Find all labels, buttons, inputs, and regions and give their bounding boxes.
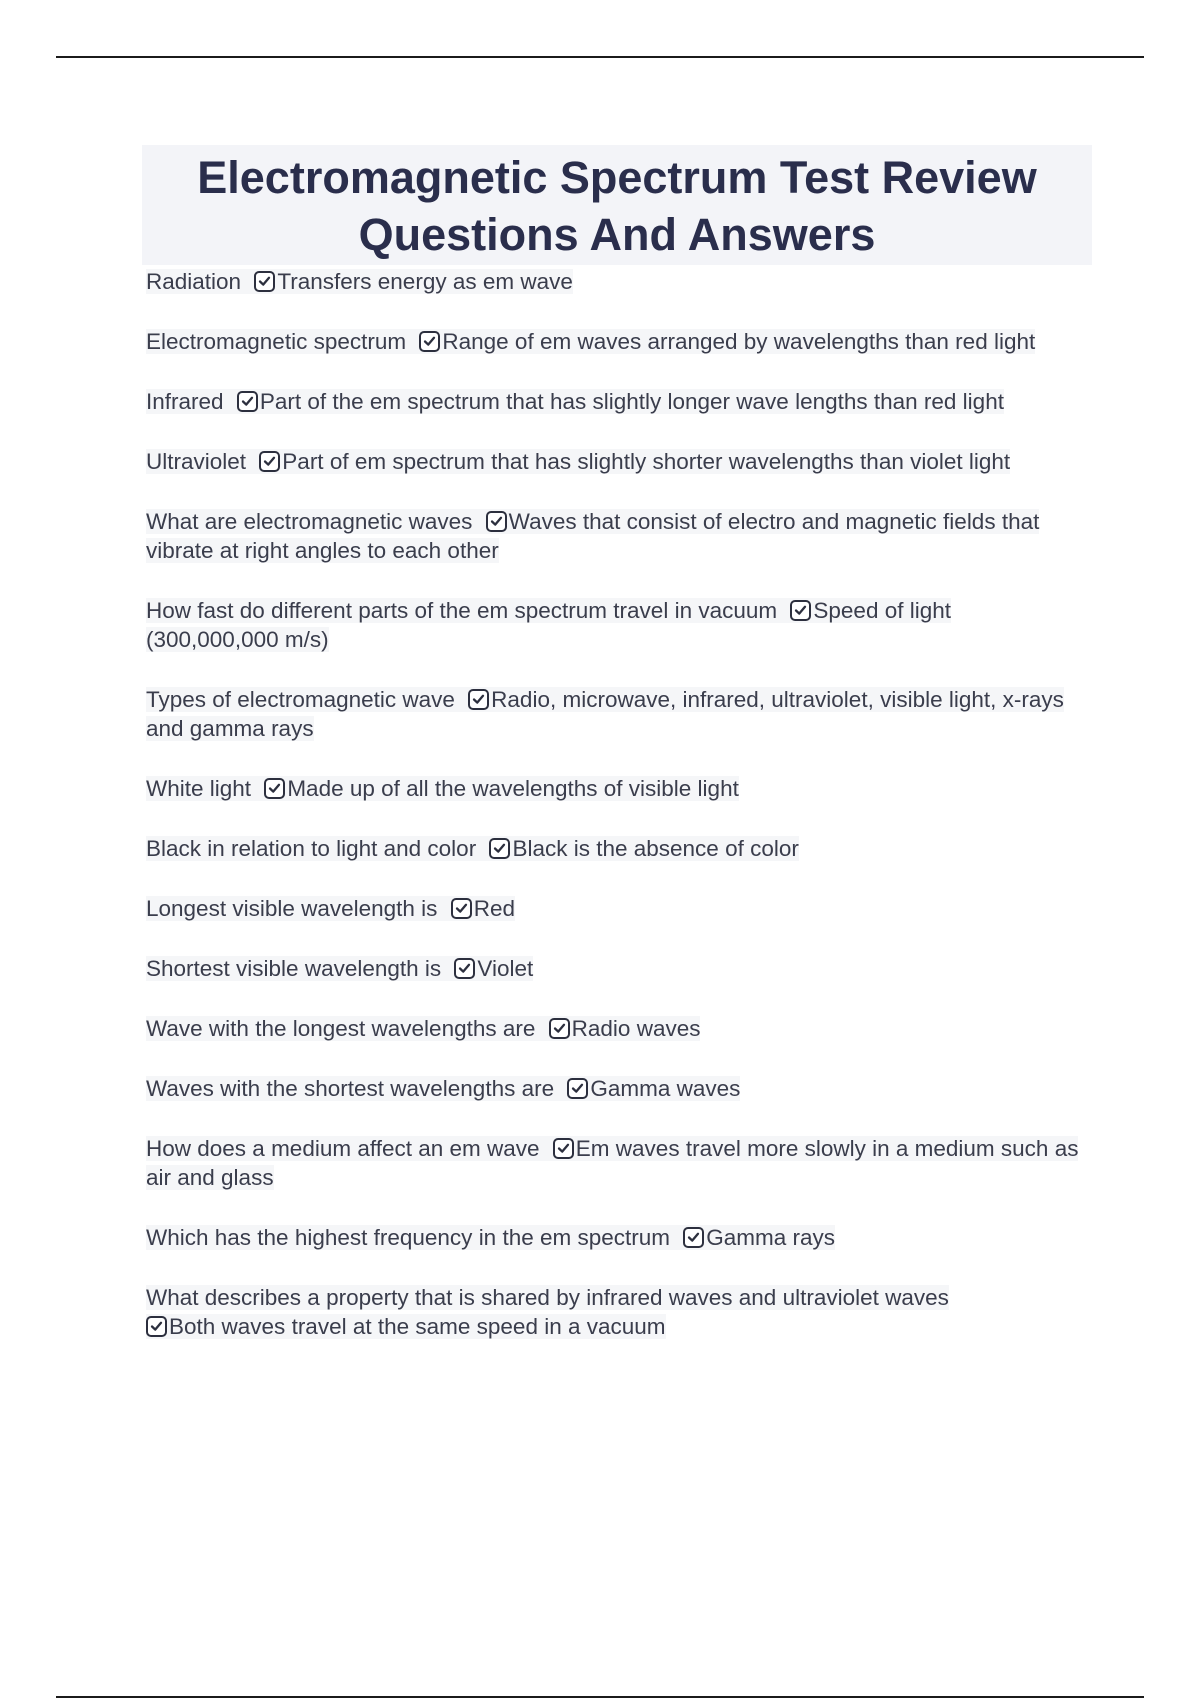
qa-text	[146, 269, 573, 294]
checkbox-checked-icon	[259, 451, 280, 472]
qa-item	[142, 387, 1092, 416]
document-body	[142, 145, 1092, 1372]
qa-item	[142, 834, 1092, 863]
checkbox-checked-icon	[468, 689, 489, 710]
question-text: Ultraviolet	[146, 449, 247, 474]
question-text: Black in relation to light and color	[146, 836, 477, 861]
qa-item	[142, 447, 1092, 476]
answer-text: Gamma rays	[706, 1225, 836, 1250]
answer-text: Range of em waves arranged by wavelengths than red light	[442, 329, 1036, 354]
qa-text	[146, 1136, 1078, 1190]
qa-item	[142, 267, 1092, 296]
qa-text	[146, 776, 739, 801]
qa-item	[142, 774, 1092, 803]
answer-text: Em waves travel more slowly in a medium such as air and glass	[146, 1136, 1079, 1190]
answer-text: Gamma waves	[590, 1076, 741, 1101]
qa-item	[142, 1014, 1092, 1043]
qa-list	[142, 267, 1092, 1341]
qa-text	[146, 598, 951, 652]
answer-text: Black is the absence of color	[512, 836, 799, 861]
header-rule	[56, 56, 1144, 58]
qa-item	[142, 596, 1092, 654]
answer-text: Both waves travel at the same speed in a vacuum	[169, 1314, 666, 1339]
answer-text: Transfers energy as em wave	[277, 269, 573, 294]
answer-text: Made up of all the wavelengths of visible light	[287, 776, 739, 801]
answer-text: Part of the em spectrum that has slightly longer wave lengths than red light	[259, 389, 1004, 414]
checkbox-checked-icon	[489, 838, 510, 859]
checkbox-checked-icon	[264, 778, 285, 799]
qa-item	[142, 507, 1092, 565]
qa-item	[142, 1223, 1092, 1252]
qa-text	[146, 956, 533, 981]
answer-text: Red	[473, 896, 515, 921]
checkbox-checked-icon	[237, 391, 258, 412]
question-text: Electromagnetic spectrum	[146, 329, 407, 354]
qa-text	[146, 896, 515, 921]
question-text: Types of electromagnetic wave	[146, 687, 455, 712]
qa-item	[142, 1074, 1092, 1103]
qa-item	[142, 685, 1092, 743]
question-text: What describes a property that is shared by infrared waves and ultraviolet waves	[146, 1285, 949, 1310]
question-text: How fast do different parts of the em spectrum travel in vacuum	[146, 598, 778, 623]
qa-text	[146, 836, 799, 861]
answer-text: Radio waves	[571, 1016, 701, 1041]
qa-item	[142, 327, 1092, 356]
checkbox-checked-icon	[486, 511, 507, 532]
qa-item	[142, 1283, 1092, 1341]
qa-text	[146, 449, 1010, 474]
checkbox-checked-icon	[254, 271, 275, 292]
answer-text: Waves that consist of electro and magnetic fields that vibrate at right angles to each other	[146, 509, 1040, 563]
qa-text	[146, 1016, 700, 1041]
checkbox-checked-icon	[146, 1316, 167, 1337]
checkbox-checked-icon	[419, 331, 440, 352]
checkbox-checked-icon	[683, 1227, 704, 1248]
qa-text	[146, 329, 1035, 354]
checkbox-checked-icon	[549, 1018, 570, 1039]
qa-item	[142, 894, 1092, 923]
checkbox-checked-icon	[451, 898, 472, 919]
checkbox-checked-icon	[553, 1138, 574, 1159]
answer-text: Radio, microwave, infrared, ultraviolet, visible light, x-rays and gamma rays	[146, 687, 1064, 741]
qa-text	[146, 1285, 949, 1339]
qa-item	[142, 954, 1092, 983]
checkbox-checked-icon	[567, 1078, 588, 1099]
answer-text: Speed of light (300,000,000 m/s)	[146, 598, 951, 652]
question-text: Shortest visible wavelength is	[146, 956, 442, 981]
answer-text: Part of em spectrum that has slightly shorter wavelengths than violet light	[282, 449, 1011, 474]
qa-text	[146, 1076, 740, 1101]
question-text: White light	[146, 776, 252, 801]
checkbox-checked-icon	[454, 958, 475, 979]
qa-text	[146, 1225, 835, 1250]
qa-item	[142, 1134, 1092, 1192]
question-text: Infrared	[146, 389, 224, 414]
title-block	[142, 145, 1092, 265]
answer-text: Violet	[477, 956, 534, 981]
question-text: Wave with the longest wavelengths are	[146, 1016, 536, 1041]
question-text: What are electromagnetic waves	[146, 509, 473, 534]
question-text: Which has the highest frequency in the em spectrum	[146, 1225, 671, 1250]
qa-text	[146, 389, 1004, 414]
document-title: Electromagnetic Spectrum Test Review Questions And Answers	[197, 152, 1037, 260]
question-text: Waves with the shortest wavelengths are	[146, 1076, 555, 1101]
question-text: Longest visible wavelength is	[146, 896, 438, 921]
qa-text	[146, 687, 1064, 741]
question-text: Radiation	[146, 269, 242, 294]
qa-text	[146, 509, 1039, 563]
footer-rule	[56, 1696, 1144, 1698]
question-text: How does a medium affect an em wave	[146, 1136, 540, 1161]
checkbox-checked-icon	[790, 600, 811, 621]
